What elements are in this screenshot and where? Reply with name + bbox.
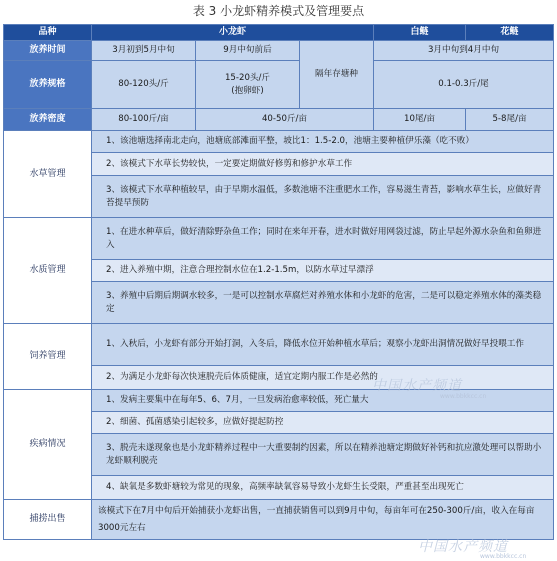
section-line: 1、该池塘选择南北走向，池塘底部滩面平整，坡比1：1.5-2.0，池塘主要种植伊乐藻（吃不败）: [92, 131, 554, 153]
spec-cell-2-line2: (抱卵虾): [231, 85, 264, 96]
density-cell-4: 5-8尾/亩: [466, 109, 554, 131]
label-stocking-time: 放养时间: [4, 41, 92, 61]
section-label-feed: 饲养管理: [4, 324, 92, 390]
row-stocking-spec: [4, 61, 554, 109]
section-line: 2、细菌、孤菌感染引起较多，应做好提起防控: [92, 412, 554, 434]
density-cell-3: 10尾/亩: [374, 109, 466, 131]
watermark-url: www.bbkkcc.cn: [440, 393, 487, 400]
spec-cell-2: [196, 61, 300, 109]
section-label-water: 水质管理: [4, 218, 92, 324]
spec-cell-2-line1: 15-20头/斤: [224, 72, 271, 83]
section-label-harvest: 捕捞出售: [4, 500, 92, 540]
watermark-url: www.bbkkcc.cn: [480, 553, 527, 560]
header-row: [4, 25, 554, 41]
time-cell-3: 3月中旬到4月中旬: [374, 41, 554, 61]
time-cell-2: 9月中旬前后: [196, 41, 300, 61]
section-line: 1、发病主要集中在每年5、6、7月，一旦发病治愈率较低，死亡量大: [92, 390, 554, 412]
section-line: 3、该模式下水草种植较早，由于早期水温低，多数池塘不注重肥水工作，容易滋生青苔，影响水草生长，应做好青苔提早预防: [92, 176, 554, 218]
section-line: 3、脱壳未遂现象也是小龙虾精养过程中一大重要制约因素，所以在精养池塘定期做好补钙和抗应激处理可以帮助小龙虾顺利脱壳: [92, 434, 554, 476]
section-line: 1、入秋后，小龙虾有部分开始打洞，入冬后，降低水位开始种植水草后；观察小龙虾出洞情况做好早投喂工作: [92, 324, 554, 366]
section-label-weed: 水草管理: [4, 131, 92, 218]
density-cell-2: 40-50斤/亩: [196, 109, 374, 131]
label-stocking-density: 放养密度: [4, 109, 92, 131]
section-label-disease: 疾病情况: [4, 390, 92, 500]
header-species: 品种: [4, 25, 92, 41]
section-line: 4、缺氧是多数虾塘较为常见的现象，高频率缺氧容易导致小龙虾生长受限，严重甚至出现死亡: [92, 476, 554, 500]
row-stocking-time: [4, 41, 554, 61]
carryover-stock-cell: 隔年存塘种: [300, 41, 374, 109]
section-water-row-1: [4, 218, 554, 260]
management-table: [3, 24, 554, 540]
table-caption: 表 3 小龙虾精养模式及管理要点: [192, 4, 365, 18]
section-line: 2、为满足小龙虾每次快速脱壳后体质健康，适宜定期内服工作是必然的: [92, 366, 554, 390]
label-stocking-spec: 放养规格: [4, 61, 92, 109]
section-line: 1、在进水种草后，做好清除野杂鱼工作；同时在来年开春，进水时做好用网袋过滤，防止早起外源水杂鱼和鱼卵进入: [92, 218, 554, 260]
header-bighead-carp: 花鲢: [466, 25, 554, 41]
watermark-text: 中国水产频道: [418, 539, 508, 555]
header-crayfish: 小龙虾: [92, 25, 374, 41]
section-line: 该模式下在7月中旬后开始捕获小龙虾出售，一直捕获销售可以到9月中旬，每亩年可在250-300斤/亩，收入在每亩3000元左右: [92, 500, 554, 540]
section-feed-row-1: [4, 324, 554, 366]
section-line: 2、进入养殖中期，注意合理控制水位在1.2-1.5m，以防水草过早漂浮: [92, 260, 554, 282]
header-silver-carp: 白鲢: [374, 25, 466, 41]
section-weed-row-1: [4, 131, 554, 153]
spec-cell-3: 0.1-0.3斤/尾: [374, 61, 554, 109]
time-cell-1: 3月初到5月中旬: [92, 41, 196, 61]
section-line: 2、该模式下水草长势较快，一定要定期做好修剪和修护水草工作: [92, 153, 554, 176]
density-cell-1: 80-100斤/亩: [92, 109, 196, 131]
watermark-text: 中国水产频道: [372, 378, 462, 394]
section-harvest-row: [4, 500, 554, 540]
section-line: 3、养殖中后期后期调水较多，一是可以控制水草腐烂对养殖水体和小龙虾的危害，二是可以稳定养殖水体的藻类稳定: [92, 282, 554, 324]
spec-cell-1: 80-120头/斤: [92, 61, 196, 109]
row-stocking-density: [4, 109, 554, 131]
